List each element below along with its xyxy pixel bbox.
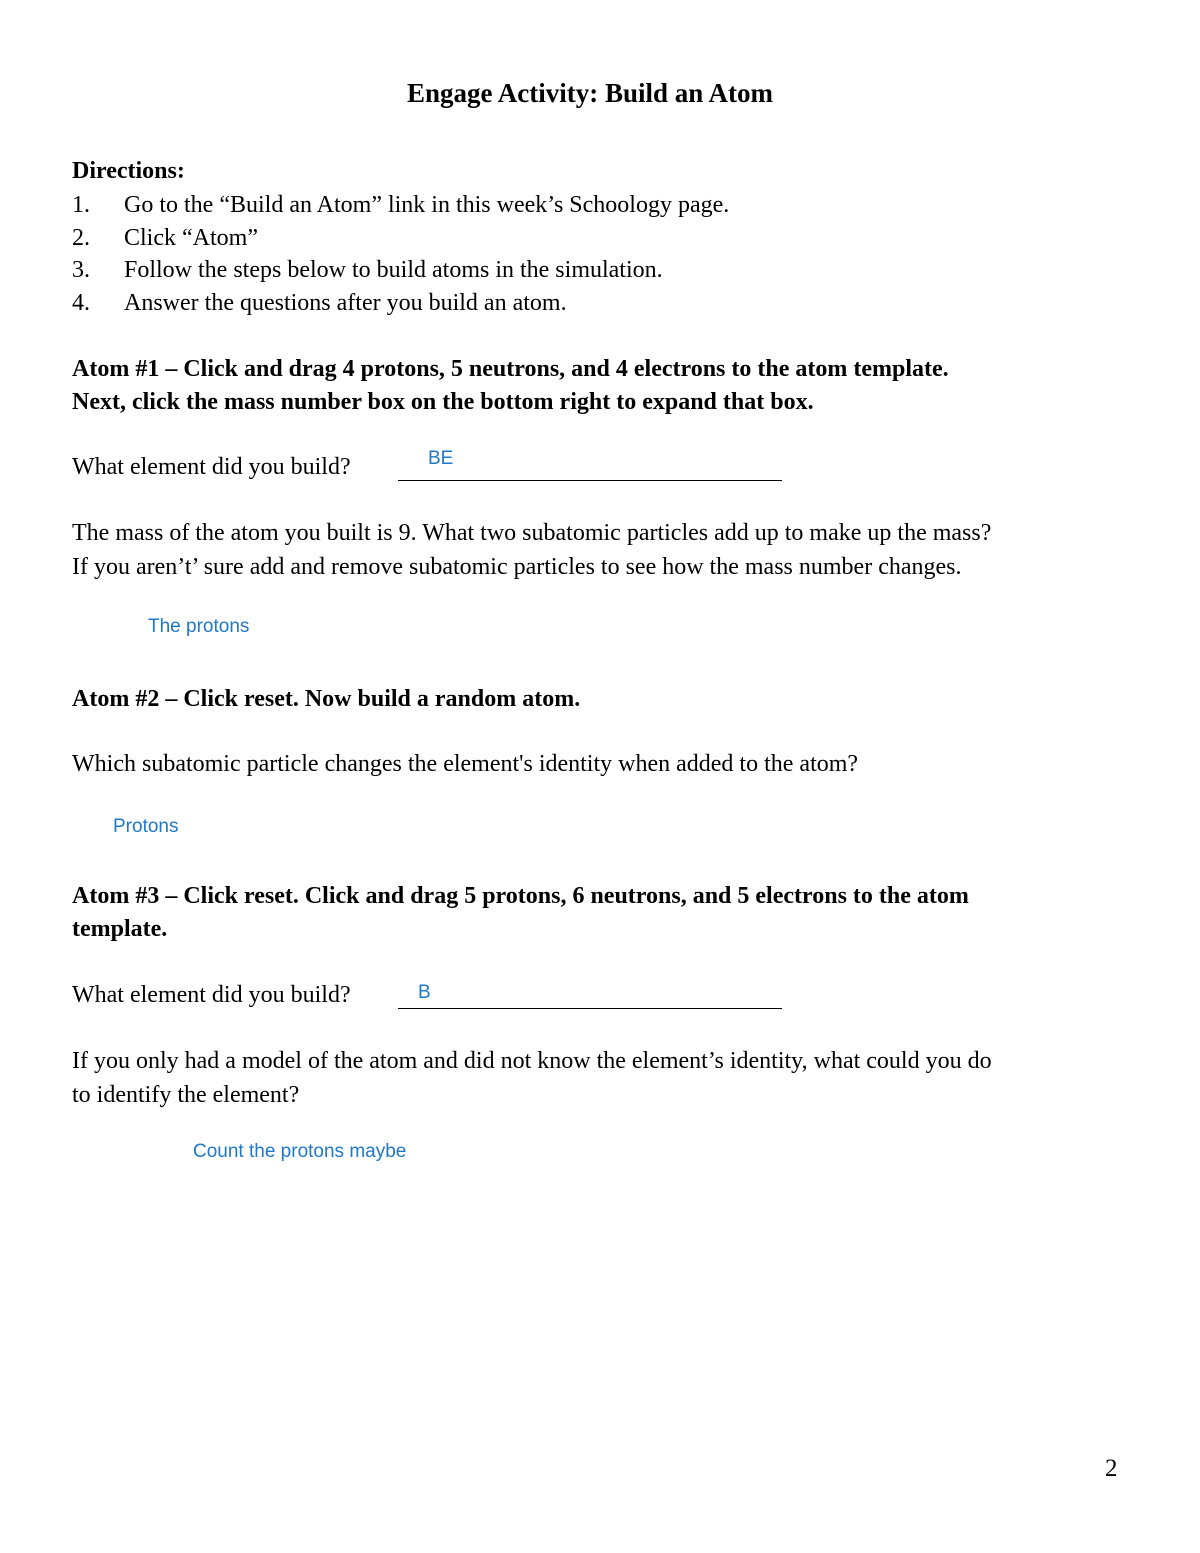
directions-heading: Directions:: [72, 158, 185, 184]
atom3-question-element: What element did you build?: [72, 982, 351, 1008]
atom3-answer-identify[interactable]: Count the protons maybe: [193, 1141, 407, 1162]
atom1-answer-line: [398, 480, 782, 481]
atom3-answer-line: [398, 1008, 782, 1009]
atom2-heading: Atom #2 – Click reset. Now build a random atom.: [72, 686, 581, 712]
list-item: Go to the “Build an Atom” link in this week’s Schoology page.: [124, 192, 730, 218]
list-item-number: 3.: [72, 257, 90, 283]
atom1-heading-line1: Atom #1 – Click and drag 4 protons, 5 neutrons, and 4 electrons to the atom template.: [72, 356, 949, 382]
page-number: 2: [1105, 1455, 1118, 1482]
atom2-answer[interactable]: Protons: [113, 816, 179, 837]
atom1-question-mass-line1: The mass of the atom you built is 9. What two subatomic particles add up to make up the mass?: [72, 520, 992, 546]
list-item: Follow the steps below to build atoms in the simulation.: [124, 257, 663, 283]
list-item-number: 4.: [72, 290, 90, 316]
list-item-number: 2.: [72, 225, 90, 251]
atom3-heading-line1: Atom #3 – Click reset. Click and drag 5 protons, 6 neutrons, and 5 electrons to the atom: [72, 883, 969, 909]
atom3-heading-line2: template.: [72, 916, 168, 942]
list-item: Answer the questions after you build an atom.: [124, 290, 567, 316]
atom3-question-identify-line1: If you only had a model of the atom and did not know the element’s identity, what could you do: [72, 1048, 992, 1074]
atom3-answer-element[interactable]: B: [418, 982, 431, 1003]
page-title: Engage Activity: Build an Atom: [406, 78, 774, 108]
atom1-answer-mass[interactable]: The protons: [148, 616, 250, 637]
atom1-question-element: What element did you build?: [72, 454, 351, 480]
atom2-question: Which subatomic particle changes the element's identity when added to the atom?: [72, 751, 859, 777]
atom3-question-identify-line2: to identify the element?: [72, 1082, 300, 1108]
atom1-answer-element[interactable]: BE: [428, 448, 454, 469]
list-item-number: 1.: [72, 192, 90, 218]
atom1-question-mass-line2: If you aren’t’ sure add and remove subatomic particles to see how the mass number changes.: [72, 554, 962, 580]
list-item: Click “Atom”: [124, 225, 258, 251]
atom1-heading-line2: Next, click the mass number box on the bottom right to expand that box.: [72, 389, 814, 415]
